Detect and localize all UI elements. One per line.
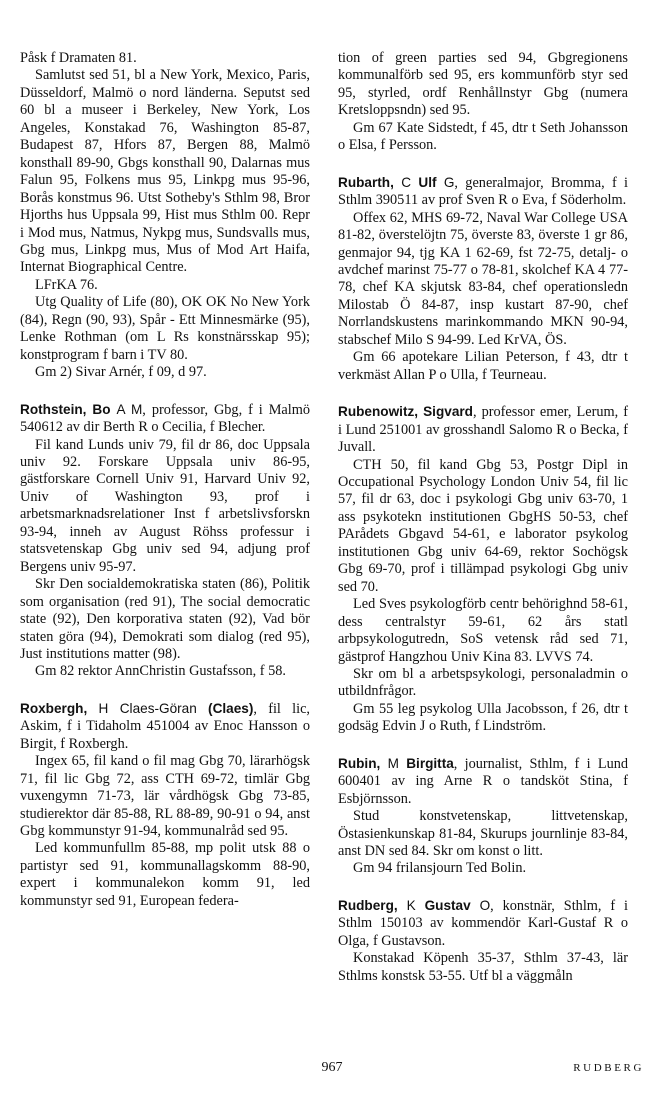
entry-rothstein: [20, 401, 310, 681]
entry-rudberg: [338, 897, 628, 985]
paragraph: Gm 66 apotekare Lilian Peterson, f 43, dtr t verkmäst Allan P o Ulla, f Teurneau.: [338, 349, 628, 383]
paragraph: Skr Den socialdemokratiska staten (86), Politik som organisation (red 91), The social democratic state (92), Den korporativa staten (92), Vad bör staten göra (94), Demokrati som dialog (red 95), Just institutions matter (98).: [20, 576, 310, 662]
entry-continuation-right: [338, 50, 628, 155]
entry-surname: Rubenowitz,: [338, 404, 419, 420]
paragraph: tion of green parties sed 94, Gbgregionens kommunalförb sed 95, ers kommunförb styr sed 95, styrled, ordf Renhållnstyr Gbg (numera Kretsloppsndn) sed 95.: [338, 50, 628, 119]
entry-initials: K: [406, 897, 416, 913]
paragraph: Gm 2) Sivar Arnér, f 09, d 97.: [35, 364, 207, 381]
paragraph: Gm 94 frilansjourn Ted Bolin.: [353, 860, 527, 877]
entry-summary: , journalist, Sthlm, f i Lund 600401 av ing Arne R o tandsköt Stina, f Esbjörnsson.: [338, 755, 629, 807]
running-head: RUDBERG: [573, 1062, 644, 1074]
entry-continuation-left: [20, 50, 310, 382]
paragraph: Led kommunfullm 85-88, mp polit utsk 88 o partistyr sed 91, kommunallagskomm 88-90, expert i kommunalekon komm 91, led kommunstyr sed 91, European federa-: [20, 840, 310, 909]
paragraph: Påsk f Dramaten 81.: [20, 50, 137, 66]
entry-initials: O: [479, 897, 491, 913]
entry-surname: Rubarth,: [338, 174, 394, 190]
entry-called-name: (Claes): [208, 700, 254, 716]
entry-given-name: Sigvard: [423, 404, 473, 420]
entry-heading: [338, 897, 628, 950]
entry-surname: Rudberg,: [338, 897, 398, 913]
entry-given-name: Bo: [92, 401, 111, 417]
page-number: 967: [321, 1060, 343, 1075]
paragraph: CTH 50, fil kand Gbg 53, Postgr Dipl in Occupational Psychology London Univ 54, fil lic 57, fil dr 63, doc i psykologi Gbg univ 63-70, 1 ass psykotekn institutionen GbgHS 50-53, chef PArådets Gbgavd 54-61, e laborator psykolog institutionen Gbg univ 64-69, rektor Sochögsk Gbg 69-70, prof i tillämpad psykologi Gbg univ sed 70.: [338, 456, 628, 595]
paragraph: Utg Quality of Life (80), OK OK No New York (84), Regn (90, 93), Spår - Ett Minnesmärke (95), Lenke Rothman (om L Rs konstnärsskap 95); konstprogram f barn i TV 80.: [20, 294, 310, 363]
paragraph: Fil kand Lunds univ 79, fil dr 86, doc Uppsala univ 92. Forskare Uppsala univ 86-95, gästforskare Cornell Univ 91, Harvard Univ 92, Univ of Washington 93, prof i arbetsmarknadsrelationer Inst f arbetslivsforskn 93-94, inneh av August Röhss professur i statsvetenskap Gbg univ sed 94, adjung prof Bergens univ 95-97.: [20, 436, 310, 575]
entry-summary: , generalmajor, Bromma, f i Sthlm 390511 av prof Sven R o Eva, f Söderholm.: [338, 174, 629, 209]
paragraph: Gm 82 rektor AnnChristin Gustafsson, f 58.: [35, 663, 286, 680]
entry-given-name: Ulf: [418, 174, 437, 190]
right-column: [338, 50, 628, 985]
paragraph: Stud konstvetenskap, littvetenskap, Östasienkunskap 81-84, Skurups journlinje 83-84, anst DN sed 84. Skr om konst o litt.: [338, 808, 628, 860]
paragraph: Ingex 65, fil kand o fil mag Gbg 70, lärarhögsk 71, fil lic Gbg 72, ass CTH 69-72, timlär Gbg vuxengymn 71-73, lär vårdhögsk Gbg 73-85, studierektor där 85-88, RL 88-89, 90-91 o 94, anst Gbg kommunstyr 91-94, kommunalråd sed 95.: [20, 753, 310, 840]
entry-summary: , professor, Gbg, f i Malmö 540612 av dir Berth R o Cecilia, f Blecher.: [20, 401, 311, 436]
entry-given-names: H Claes-Göran: [98, 700, 197, 716]
entry-rubarth: [338, 174, 628, 384]
entry-rubin: [338, 755, 628, 878]
paragraph: Konstakad Köpenh 35-37, Sthlm 37-43, lär Sthlms konstsk 53-55. Utf bl a väggmåln: [338, 950, 628, 984]
entry-initials: G: [443, 174, 455, 190]
paragraph: Samlutst sed 51, bl a New York, Mexico, Paris, Düsseldorf, Malmö o nord länderna. Seputst sed 60 bl a museer i Berkeley, New York, Los Angeles, Konstakad 76, Washington 85-87, Budapest 87, Hfors 87, Bergen 88, Malmö konsthall 89-90, Gbgs konsthall 90, Dalarnas mus Falun 95, Folkens mus 95, Linkpg mus 95-96, Borås konstmus 96. Utst Sotheby's Sthlm 98, Bror Hjorths hus Uppsala 99, Hist mus Sthlm 00. Repr i Mod mus, Natmus, Nykpg mus, Sundsvalls mus, Gbg mus, Linkpg mus, Mus of Mod Art Haifa, Internat Biographical Centre.: [20, 67, 310, 276]
entry-given-name: Birgitta: [406, 755, 454, 771]
entry-heading: [20, 401, 310, 437]
entry-heading: [338, 403, 628, 456]
entry-rubenowitz: [338, 403, 628, 736]
paragraph: Skr om bl a arbetspsykologi, personaladmin o utbildnfrågor.: [338, 665, 628, 700]
paragraph: LFrKA 76.: [35, 276, 98, 293]
paragraph: Led Sves psykologförb centr behörighnd 58-61, dess centralstyr 59-61, 62 års statl arbpsykologutredn, SoS vetensk råd sed 71, gästprof Hangzhou Univ Kina 83. LVVS 74.: [338, 596, 628, 665]
left-column: [20, 50, 310, 910]
entry-surname: Roxbergh,: [20, 700, 88, 716]
paragraph: Offex 62, MHS 69-72, Naval War College USA 81-82, överstelöjtn 75, överste 83, överste 1 gr 86, genmajor 94, tjg KA 1 62-69, fst 72-75, detalj- o avdchef marinst 75-77 o 78-81, skolchef KA 4 77-78, chef KA skjutsk 83-84, chef operationsledn Milostab Ö 84-87, insp kustart 87-90, chef Norrlandskustens marinkommando MKN 90-94, stabschef Milo S 94-99. Led KrVA, ÖS.: [338, 209, 628, 348]
entry-summary: , konstnär, Sthlm, f i Sthlm 150103 av kommendör Karl-Gustaf R o Olga, f Gustavson.: [338, 897, 629, 949]
entry-initials: A M: [116, 401, 143, 417]
entry-heading: [20, 700, 310, 753]
paragraph: Gm 55 leg psykolog Ulla Jacobsson, f 26, dtr t godsäg Edvin J o Ruth, f Lindström.: [338, 700, 628, 735]
entry-summary: , fil lic, Askim, f i Tidaholm 451004 av Enoc Hansson o Birgit, f Roxbergh.: [20, 700, 311, 752]
entry-roxbergh: [20, 700, 310, 910]
page-footer: [0, 1060, 664, 1080]
entry-initials: M: [387, 755, 399, 771]
entry-given-name: Gustav: [424, 897, 471, 913]
entry-heading: [338, 755, 628, 808]
entry-surname: Rothstein,: [20, 401, 87, 417]
entry-heading: [338, 174, 628, 210]
paragraph: Gm 67 Kate Sidstedt, f 45, dtr t Seth Johansson o Elsa, f Persson.: [338, 119, 628, 154]
entry-surname: Rubin,: [338, 755, 381, 771]
entry-initials: C: [401, 174, 412, 190]
entry-summary: , professor emer, Lerum, f i Lund 251001 av grosshandl Salomo R o Becka, f Juvall.: [338, 404, 629, 456]
